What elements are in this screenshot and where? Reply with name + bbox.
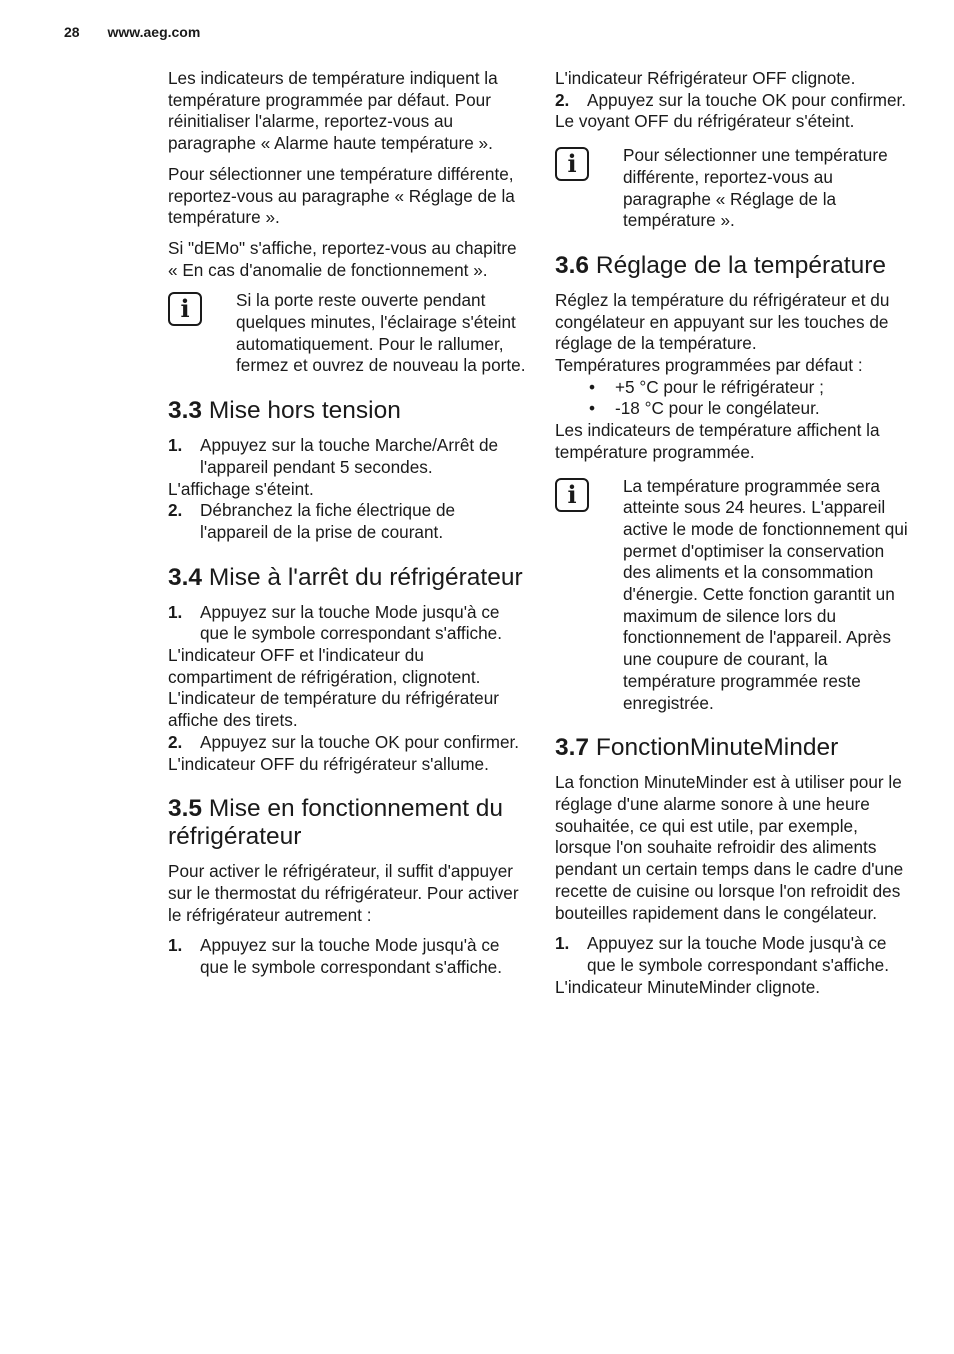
info-note — [555, 476, 915, 715]
paragraph: Pour sélectionner une température différente, reportez-vous au paragraphe « Réglage de la température ». — [168, 163, 515, 228]
step-result: L'indicateur OFF et l'indicateur du compartiment de réfrigération, clignotent. — [168, 645, 481, 687]
step-result: L'affichage s'éteint. — [168, 478, 314, 499]
paragraph: Températures programmées par défaut : — [555, 355, 863, 376]
page-number: 28 — [64, 24, 80, 40]
info-icon: i — [168, 292, 202, 326]
info-text: La température programmée sera atteinte sous 24 heures. L'appareil active le mode de fonctionnement qui permet d'optimiser la conservation des aliments et la consommation d'énergie. Cette fonction garantit un maximum de silence lors du fonctionnement de l'appareil. Après une coupure de courant, la température programmée reste enregistrée. — [623, 475, 908, 713]
info-note — [555, 145, 915, 232]
paragraph: Si "dEMo" s'affiche, reportez-vous au chapitre « En cas d'anomalie de fonctionnement ». — [168, 237, 517, 280]
left-column — [168, 68, 526, 979]
website-url[interactable]: www.aeg.com — [107, 24, 201, 40]
info-icon: i — [555, 478, 589, 512]
step-result: L'indicateur OFF du réfrigérateur s'allume. — [168, 753, 489, 774]
step-item: 1. Appuyez sur la touche Marche/Arrêt de l'appareil pendant 5 secondes. — [168, 435, 499, 477]
bullet-item: • -18 °C pour le congélateur. — [589, 398, 820, 419]
page-header — [64, 24, 200, 40]
paragraph: Pour activer le réfrigérateur, il suffit d'appuyer sur le thermostat du réfrigérateur. Pour activer le réfrigérateur autrement : — [168, 861, 519, 925]
section-heading-3-5: 3.5 Mise en fonctionnement du réfrigérateur — [168, 795, 504, 851]
paragraph: Les indicateurs de température affichent la température programmée. — [555, 420, 880, 462]
step-result: L'indicateur de température du réfrigérateur affiche des tirets. — [168, 688, 499, 731]
step-item: 2. Appuyez sur la touche OK pour confirmer. — [168, 731, 520, 752]
step-item: 2. Appuyez sur la touche OK pour confirmer. — [555, 89, 907, 110]
section-heading-3-3: 3.3 Mise hors tension — [168, 397, 401, 425]
info-icon: i — [555, 147, 589, 181]
step-result: L'indicateur Réfrigérateur OFF clignote. — [555, 68, 856, 88]
info-note — [168, 290, 526, 377]
step-item: 1. Appuyez sur la touche Mode jusqu'à ce que le symbole correspondant s'affiche. — [555, 933, 890, 975]
info-text: Si la porte reste ouverte pendant quelques minutes, l'éclairage s'éteint automatiquement. Pour le rallumer, fermez et ouvrez de nouveau la porte. — [236, 290, 526, 376]
paragraph: Réglez la température du réfrigérateur et du congélateur en appuyant sur les touches de réglage de la température. — [555, 289, 890, 354]
info-text: Pour sélectionner une température différente, reportez-vous au paragraphe « Réglage de la température ». — [623, 145, 888, 231]
section-heading-3-6: 3.6 Réglage de la température — [555, 251, 886, 279]
step-item: 1. Appuyez sur la touche Mode jusqu'à ce que le symbole correspondant s'affiche. — [168, 601, 503, 644]
right-column — [555, 68, 915, 998]
step-item: 2. Débranchez la fiche électrique de l'appareil de la prise de courant. — [168, 500, 456, 542]
paragraph: La fonction MinuteMinder est à utiliser pour le réglage d'une alarme sonore à une heure souhaitée, ce qui est utile, par exemple, lorsque l'on souhaite refroidir des aliments pendant un certain temps dans le cadre d'une recette de cuisine ou lorsque l'on refroidit des bouteilles rapidement dans le congélateur. — [555, 772, 904, 923]
step-result: Le voyant OFF du réfrigérateur s'éteint. — [555, 111, 855, 132]
bullet-item: • +5 °C pour le réfrigérateur ; — [589, 376, 824, 397]
section-heading-3-7: 3.7 FonctionMinuteMinder — [555, 734, 839, 762]
paragraph: Les indicateurs de température indiquent la température programmée par défaut. Pour réinitialiser l'alarme, reportez-vous au paragraphe « Alarme haute température ». — [168, 68, 498, 154]
section-heading-3-4: 3.4 Mise à l'arrêt du réfrigérateur — [168, 563, 523, 591]
step-item: 1. Appuyez sur la touche Mode jusqu'à ce que le symbole correspondant s'affiche. — [168, 935, 503, 978]
step-result: L'indicateur MinuteMinder clignote. — [555, 976, 821, 997]
